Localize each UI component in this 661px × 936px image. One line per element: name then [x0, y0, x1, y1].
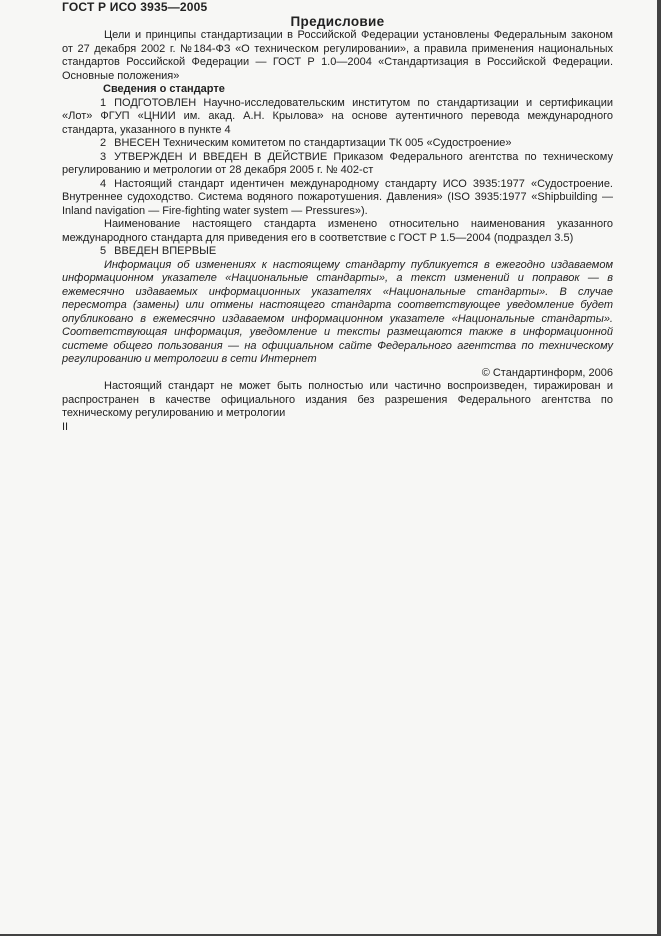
- item-number: 3: [100, 150, 107, 163]
- item-number: 5: [100, 245, 107, 257]
- item-number: 1: [100, 96, 107, 109]
- intro-paragraph: Цели и принципы стандартизации в Российской Федерации установлены Федеральным законом от 27 декабря 2002 г. №184-ФЗ «О техническом регулировании», а правила применения национальных стандартов Российской Федерации — ГОСТ Р 1.0—2004 «Стандартизация в Российской Федерации. Основные положения»: [62, 29, 613, 82]
- standard-info-item-4: [62, 178, 613, 219]
- item-text: Настоящий стандарт идентичен международному стандарту ИСО 3935:1977 «Судостроение. Внутреннее судоходство. Система водяного пожаротушения. Давления» (ISO 3935:1977 «Shipbuilding — Inland navigation — Fire-fighting water system — Pressures»).: [62, 177, 613, 217]
- standard-code: ГОСТ Р ИСО 3935—2005: [62, 0, 208, 14]
- scan-edge-right: [657, 0, 661, 936]
- page-content: [62, 0, 613, 434]
- item-text: УТВЕРЖДЕН И ВВЕДЕН В ДЕЙСТВИЕ Приказом Федерального агентства по техническому регулированию и метрологии от 28 декабря 2005 г. № 402-ст: [62, 150, 613, 176]
- item-text: ВНЕСЕН Техническим комитетом по стандартизации ТК 005 «Судостроение»: [114, 137, 512, 149]
- copyright-line: © Стандартинформ, 2006: [481, 366, 613, 379]
- reproduction-restriction-paragraph: Настоящий стандарт не может быть полностью или частично воспроизведен, тиражирован и распространен в качестве официального издания без разрешения Федерального агентства по техническому регулированию и метрологии: [62, 380, 613, 419]
- standard-info-item-3: [62, 151, 613, 178]
- item-text: ПОДГОТОВЛЕН Научно-исследовательским институтом по стандартизации и сертификации «Лот» ФГУП «ЦНИИ им. акад. А.Н. Крылова» на основе аутентичного перевода международного стандарта, указанного в пункте 4: [62, 96, 613, 136]
- amendments-info-note: Информация об изменениях к настоящему стандарту публикуется в ежегодно издаваемом информационном указателе «Национальные стандарты», а текст изменений и поправок — в ежемесячно издаваемых информационных указателях «Национальные стандарты». В случае пересмотра (замены) или отмены настоящего стандарта соответствующее уведомление будет опубликовано в ежемесячно издаваемом информационном указателе «Национальные стандарты». Соответствующая информация, уведомление и тексты размещаются также в информационной системе общего пользования — на официальном сайте Федерального агентства по техническому регулированию и метрологии в сети Интернет: [62, 258, 613, 365]
- page-title: Предисловие: [290, 14, 385, 29]
- page-number: II: [62, 420, 69, 433]
- section-heading: Сведения о стандарте: [103, 83, 225, 95]
- standard-info-item-4-continuation: Наименование настоящего стандарта изменено относительно наименования указанного международного стандарта для приведения его в соответствие с ГОСТ Р 1.5—2004 (подраздел 3.5): [62, 218, 613, 244]
- standard-info-item-2: [62, 137, 613, 151]
- item-number: 4: [100, 177, 107, 190]
- item-number: 2: [100, 137, 107, 149]
- standard-info-item-1: [62, 97, 613, 138]
- item-text: ВВЕДЕН ВПЕРВЫЕ: [114, 245, 217, 257]
- standard-info-item-5: [62, 245, 613, 259]
